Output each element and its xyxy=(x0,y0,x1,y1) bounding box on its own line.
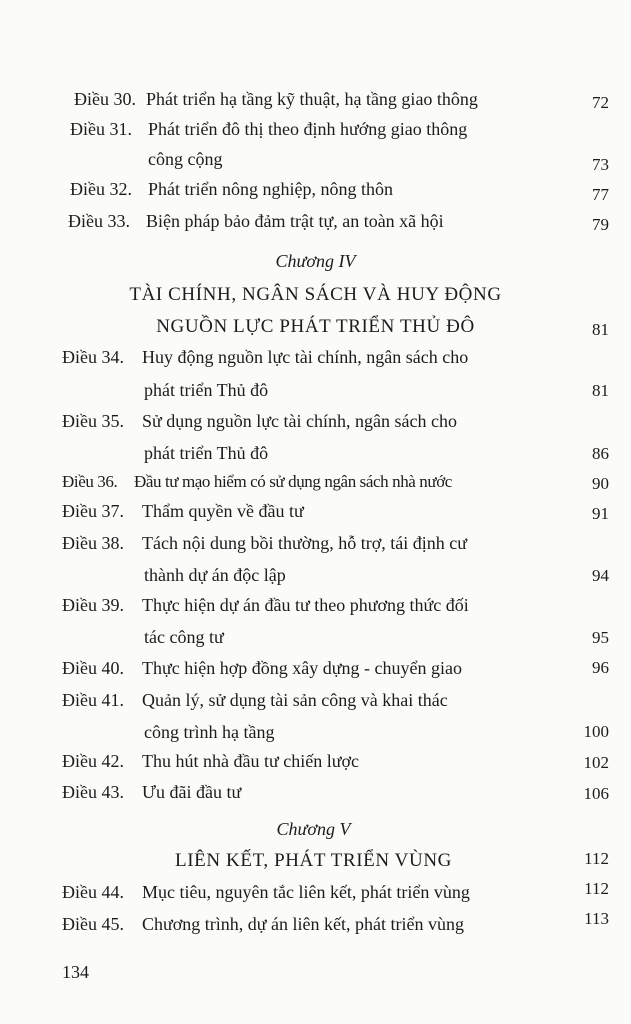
entry-title-cont: công cộng xyxy=(148,149,223,169)
page-number: 134 xyxy=(62,962,89,982)
entry-label: Điều 34. xyxy=(62,347,124,367)
entry-title: Thẩm quyền về đầu tư xyxy=(142,501,304,521)
entry-label: Điều 40. xyxy=(62,658,124,678)
entry-page: 95 xyxy=(592,628,609,647)
entry-title: Tách nội dung bồi thường, hỗ trợ, tái định cư xyxy=(142,533,468,553)
entry-title: Thu hút nhà đầu tư chiến lược xyxy=(142,751,359,771)
chapter-page: 112 xyxy=(584,849,609,868)
entry-page: 81 xyxy=(592,381,609,400)
chapter-label: Chương IV xyxy=(275,251,356,271)
entry-page: 102 xyxy=(583,753,609,772)
entry-title-cont: phát triển Thủ đô xyxy=(144,380,269,400)
entry-title-cont: công trình hạ tầng xyxy=(144,722,275,742)
entry-page: 77 xyxy=(592,185,609,204)
entry-label: Điều 44. xyxy=(62,882,124,902)
entry-title: Thực hiện dự án đầu tư theo phương thức đối xyxy=(142,595,469,615)
entry-page: 112 xyxy=(584,879,609,898)
entry-label: Điều 35. xyxy=(62,411,124,431)
entry-title: Phát triển đô thị theo định hướng giao thông xyxy=(148,119,468,139)
entry-title: Chương trình, dự án liên kết, phát triển vùng xyxy=(142,914,464,934)
entry-page: 91 xyxy=(592,504,609,523)
entry-title: Biện pháp bảo đảm trật tự, an toàn xã hội xyxy=(146,211,444,231)
chapter-title: TÀI CHÍNH, NGÂN SÁCH VÀ HUY ĐỘNG xyxy=(129,284,502,305)
entry-label: Điều 42. xyxy=(62,751,124,771)
entry-title-cont: phát triển Thủ đô xyxy=(144,443,269,463)
entry-title: Sử dụng nguồn lực tài chính, ngân sách cho xyxy=(142,411,457,431)
entry-page: 94 xyxy=(592,566,609,585)
entry-label: Điều 43. xyxy=(62,782,124,802)
entry-title: Mục tiêu, nguyên tắc liên kết, phát triển vùng xyxy=(142,882,470,902)
entry-title-cont: thành dự án độc lập xyxy=(144,565,286,585)
entry-page: 90 xyxy=(592,474,609,493)
entry-page: 100 xyxy=(583,722,609,741)
entry-label: Điều 39. xyxy=(62,595,124,615)
chapter-label: Chương V xyxy=(276,819,351,839)
entry-label: Điều 38. xyxy=(62,533,124,553)
entry-label: Điều 30. xyxy=(74,89,136,109)
entry-title: Đầu tư mạo hiểm có sử dụng ngân sách nhà nước xyxy=(134,472,452,491)
chapter-title-cont: NGUỒN LỰC PHÁT TRIỂN THỦ ĐÔ xyxy=(156,316,475,337)
entry-label: Điều 45. xyxy=(62,914,124,934)
entry-label: Điều 37. xyxy=(62,501,124,521)
entry-title: Quản lý, sử dụng tài sản công và khai thác xyxy=(142,690,448,710)
entry-title: Ưu đãi đầu tư xyxy=(142,782,242,802)
entry-label: Điều 33. xyxy=(68,211,130,231)
entry-label: Điều 32. xyxy=(70,179,132,199)
entry-page: 96 xyxy=(592,658,609,677)
entry-label: Điều 31. xyxy=(70,119,132,139)
entry-page: 106 xyxy=(583,784,609,803)
entry-page: 113 xyxy=(584,909,609,928)
entry-page: 79 xyxy=(592,215,609,234)
entry-label: Điều 36. xyxy=(62,472,118,491)
entry-label: Điều 41. xyxy=(62,690,124,710)
entry-page: 86 xyxy=(592,444,609,463)
entry-title: Phát triển nông nghiệp, nông thôn xyxy=(148,179,393,199)
chapter-page: 81 xyxy=(592,320,609,339)
entry-page: 73 xyxy=(592,155,609,174)
entry-title: Thực hiện hợp đồng xây dựng - chuyển giao xyxy=(142,658,462,678)
entry-page: 72 xyxy=(592,93,609,112)
chapter-title: LIÊN KẾT, PHÁT TRIỂN VÙNG xyxy=(175,850,452,871)
entry-title-cont: tác công tư xyxy=(144,627,224,647)
entry-title: Huy động nguồn lực tài chính, ngân sách cho xyxy=(142,347,469,367)
entry-title: Phát triển hạ tầng kỹ thuật, hạ tầng giao thông xyxy=(146,89,478,109)
